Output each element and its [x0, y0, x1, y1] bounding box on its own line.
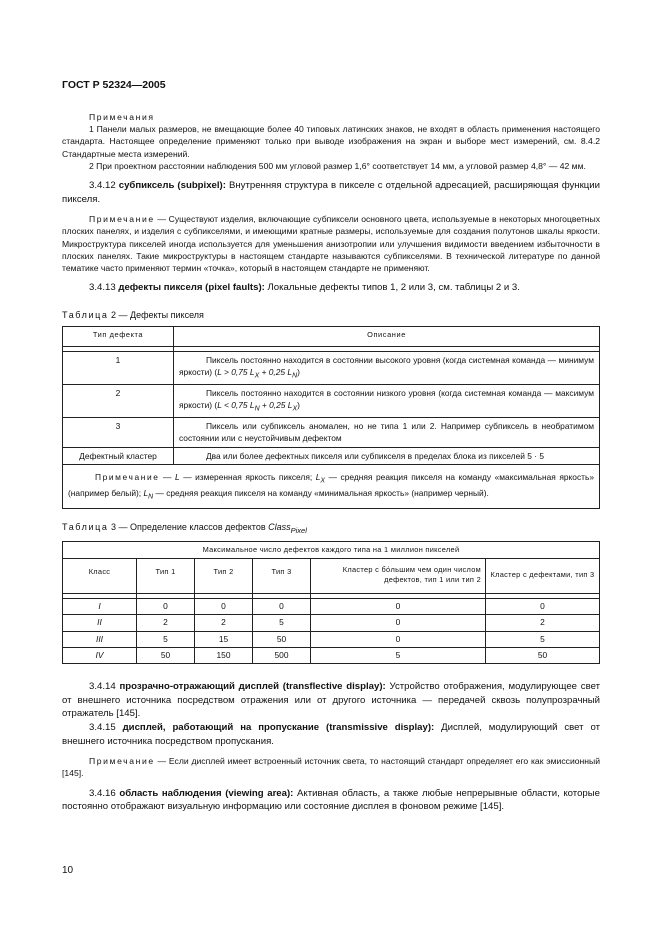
term-number: 3.4.15	[89, 722, 116, 734]
table-row	[63, 647, 600, 663]
class-cell: IV	[63, 647, 137, 663]
table-cell: 0	[311, 598, 486, 614]
table-cell: 5	[137, 631, 195, 647]
defect-type: 2	[63, 385, 174, 418]
caption-label: Таблица	[62, 522, 109, 533]
table-cell: 0	[311, 615, 486, 631]
table-cell: 2	[486, 615, 600, 631]
defect-description: Пиксель постоянно находится в состоянии низкого уровня (когда системная команда — максимум яркости) (L < 0,75 $L_N + 0,25$ $L_X$)	[174, 385, 600, 418]
term-3-4-15	[62, 721, 600, 748]
column-header: Кластер с бо́льшим чем один числом дефектов, тип 1 или тип 2	[311, 558, 486, 593]
note-item-2: 2 При проектном расстоянии наблюдения 500 мм угловой размер 1,6° соответствует 14 мм, а угловой размер 4,8° — 42 мм.	[89, 160, 586, 171]
term-definition: Локальные дефекты типов 1, 2 или 3, см. таблицы 2 и 3.	[264, 282, 520, 294]
table-cell: 15	[195, 631, 253, 647]
table-row	[63, 418, 600, 447]
table-cell: 150	[195, 647, 253, 663]
term-name: дефекты пикселя (pixel faults):	[118, 282, 265, 294]
table-top-header-row	[63, 541, 600, 558]
term-3-4-14	[62, 680, 600, 721]
column-header: Кластер с дефектами, тип 3	[486, 558, 600, 593]
notes-title: Примечания	[89, 111, 155, 122]
table-cell: 50	[486, 647, 600, 663]
table-row	[63, 615, 600, 631]
standard-header: ГОСТ Р 52324—2005	[62, 79, 166, 91]
table-3-caption	[62, 521, 600, 536]
column-header: Описание	[174, 326, 600, 347]
note-3-4-15	[62, 755, 600, 779]
note-label: Примечание	[89, 756, 155, 767]
table-header-row	[63, 558, 600, 593]
term-name: дисплей, работающий на пропускание (transmissive display):	[122, 722, 435, 734]
class-cell: II	[63, 615, 137, 631]
term-number: 3.4.14	[89, 681, 116, 693]
term-number: 3.4.16	[89, 787, 116, 799]
class-cell: I	[63, 598, 137, 614]
table-header-row	[63, 326, 600, 347]
note-text: — Существуют изделия, включающие субпиксели основного цвета, используемые в некоторых многоцветных плоских панелях, и изделия с субпикселями, и имеющими кратные размеры, используемые для создания полутонов шкалы яркости. Микроструктура пикселей иногда используется для уменьшения анизотропии или улучшения видимости введением избыточности в плоских панелях. Такие микроструктуры в настоящем стандарте называются субпикселями. В технической литературе по данной тематике часто применяют термин «точка», который в настоящем стандарте не применяют.	[62, 214, 600, 273]
top-header: Максимальное число дефектов каждого типа на 1 миллион пикселей	[63, 541, 600, 558]
page-number: 10	[62, 865, 74, 876]
caption-sub: Pixel	[290, 526, 307, 536]
table-cell: 5	[311, 647, 486, 663]
table-cell: 5	[486, 631, 600, 647]
term-name: прозрачно-отражающий дисплей (transflective display):	[119, 681, 386, 693]
term-definition: Дисплей, модулирующий свет от внешнего источника посредством пропускания.	[62, 722, 600, 747]
term-number: 3.4.12	[89, 179, 116, 191]
defect-description: Пиксель постоянно находится в состоянии высокого уровня (когда системная команда — минимум яркости) (L > 0,75 $L_X + 0,25$ $L_N$)	[174, 352, 600, 385]
column-header: Тип 3	[253, 558, 311, 593]
column-header: Тип дефекта	[63, 326, 174, 347]
caption-label: Таблица	[62, 309, 109, 320]
table-cell: 0	[253, 598, 311, 614]
defect-description: Пиксель или субпиксель аномален, но не типа 1 или 2. Например субпиксель в необратимом состоянии или с неустойчивым дефектом	[174, 418, 600, 447]
table-cell: 50	[253, 631, 311, 647]
notes-block	[62, 111, 600, 172]
table-row	[63, 598, 600, 614]
table-cell: 0	[311, 631, 486, 647]
table-cell: 0	[137, 598, 195, 614]
term-definition: Внутренняя структура в пикселе с отдельной адресацией, расширяющая функции пикселя.	[62, 179, 601, 205]
table-2	[62, 326, 600, 510]
table-row	[63, 447, 600, 464]
defect-type: 1	[63, 352, 174, 385]
defect-type: 3	[63, 418, 174, 447]
table-cell: 2	[195, 615, 253, 631]
term-3-4-12	[62, 179, 600, 206]
column-header: Класс	[63, 558, 137, 593]
term-number: 3.4.13	[89, 282, 116, 294]
note-3-4-12	[62, 213, 600, 274]
table-cell: 5	[253, 615, 311, 631]
table-cell: 500	[253, 647, 311, 663]
table-row	[63, 385, 600, 418]
term-definition: Активная область, а также любые непрерывные области, которые постоянно отображают визуальную информацию или состояние дисплея в фоновом режиме [145].	[62, 787, 600, 813]
table-cell: 0	[195, 598, 253, 614]
term-name: субпиксель (subpixel):	[118, 179, 226, 191]
table-note-row	[63, 464, 600, 509]
defect-type: Дефектный кластер	[63, 447, 174, 464]
note-item-1: 1 Панели малых размеров, не вмещающие более 40 типовых латинских знаков, не входят в область применения настоящего стандарта. Настоящее определение применяют только при выводе изображения на экран и выборе мест измерений, см. 8.4.2 Стандартные места измерений.	[62, 124, 600, 159]
term-3-4-13	[62, 281, 600, 295]
table-cell: 50	[137, 647, 195, 663]
table-3	[62, 541, 600, 664]
note-label: Примечание	[89, 214, 155, 225]
table-row	[63, 631, 600, 647]
caption-class: Class	[268, 522, 291, 533]
table-row	[63, 352, 600, 385]
table-2-caption	[62, 309, 600, 322]
document-page	[62, 78, 600, 814]
defect-description: Два или более дефектных пикселя или субпикселя в пределах блока из пикселей 5 · 5	[174, 447, 600, 464]
table-cell: 0	[486, 598, 600, 614]
term-3-4-16	[62, 787, 600, 814]
table-2-note: Примечание — L — измеренная яркость пикселя; $L_X$ — средняя реакция пикселя на команду «максимальная яркость» (например белый); $L_N$ — средняя реакция пикселя на команду «минимальная яркость» (например черный).	[63, 464, 600, 509]
caption-text: 2 — Дефекты пикселя	[108, 309, 204, 320]
column-header: Тип 2	[195, 558, 253, 593]
table-cell: 2	[137, 615, 195, 631]
column-header: Тип 1	[137, 558, 195, 593]
class-cell: III	[63, 631, 137, 647]
term-definition: Устройство отображения, модулирующее свет от внешнего источника посредством отражения или от другого источника — передачей сквозь полупрозрачный отражатель [145].	[62, 681, 600, 720]
caption-text: 3 — Определение классов дефектов	[108, 522, 269, 533]
note-text: — Если дисплей имеет встроенный источник света, то настоящий стандарт определяет его как эмиссионный [145].	[62, 756, 600, 779]
term-name: область наблюдения (viewing area):	[119, 787, 294, 799]
